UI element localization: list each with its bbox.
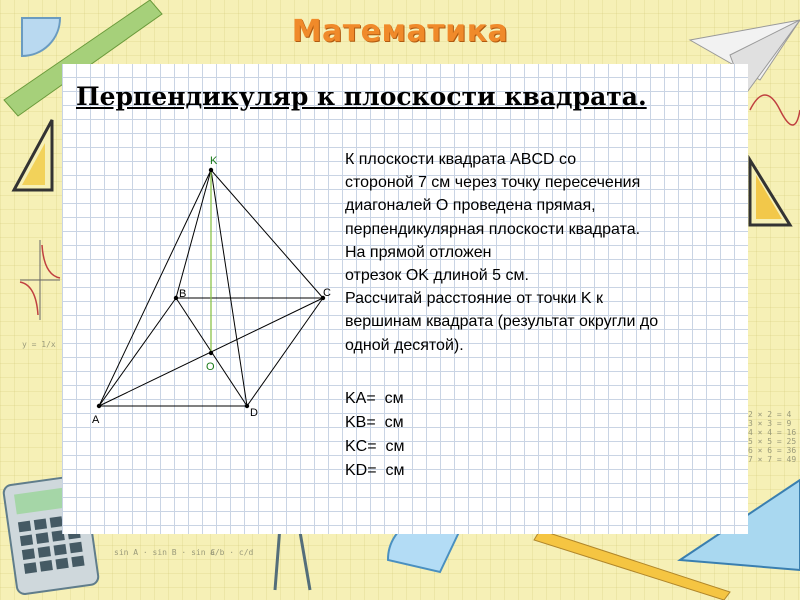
problem-statement [345,148,745,357]
edge-KB [176,170,211,298]
mult-row: 7 × 7 = 49 [748,455,797,464]
problem-line: отрезок OK длиной 5 см. [345,267,529,285]
mult-row: 6 × 6 = 36 [748,446,797,455]
mult-row: 4 × 4 = 16 [748,428,797,437]
vertex-label-D: D [250,407,258,419]
problem-line: одной десятой). [345,336,464,354]
mult-row: 3 × 3 = 9 [748,419,792,428]
edge-CD [247,298,323,406]
edge-AB [99,298,176,406]
mult-row: 5 × 5 = 25 [748,437,797,446]
problem-line: Рассчитай расстояние от точки K к [345,290,604,308]
formula-frac-text: a/b · c/d [210,548,254,557]
answer-list [345,387,404,483]
problem-line: вершинам квадрата (результат округли до [345,313,659,331]
vertex-label-B: B [179,288,187,300]
problem-line: К плоскости квадрата ABCD со [345,151,577,168]
problem-line: диагоналей O проведена прямая, [345,197,596,215]
answer-KA: KA= см [345,390,404,407]
formula-sin-text: sin A · sin B · sin C [114,548,216,557]
slide-heading: Перпендикуляр к плоскости квадрата. [76,82,647,111]
problem-line: стороной 7 см через точку пересечения [345,174,641,192]
answer-KC: KC= см [345,438,405,455]
answer-KB: KB= см [345,414,404,431]
vertex-label-O: O [206,361,215,373]
formula-y-text: y = 1/x [22,340,56,349]
subject-title: Математика [291,14,509,49]
edge-KA [99,170,211,406]
problem-line: перпендикулярная плоскости квадрата. [345,220,641,238]
vertex-label-K: K [210,155,218,167]
vertex-label-C: C [323,287,331,299]
problem-line: На прямой отложен [345,243,492,261]
answer-KD: KD= см [345,462,405,479]
vertex-label-A: A [92,414,100,426]
mult-row: 2 × 2 = 4 [748,410,792,419]
